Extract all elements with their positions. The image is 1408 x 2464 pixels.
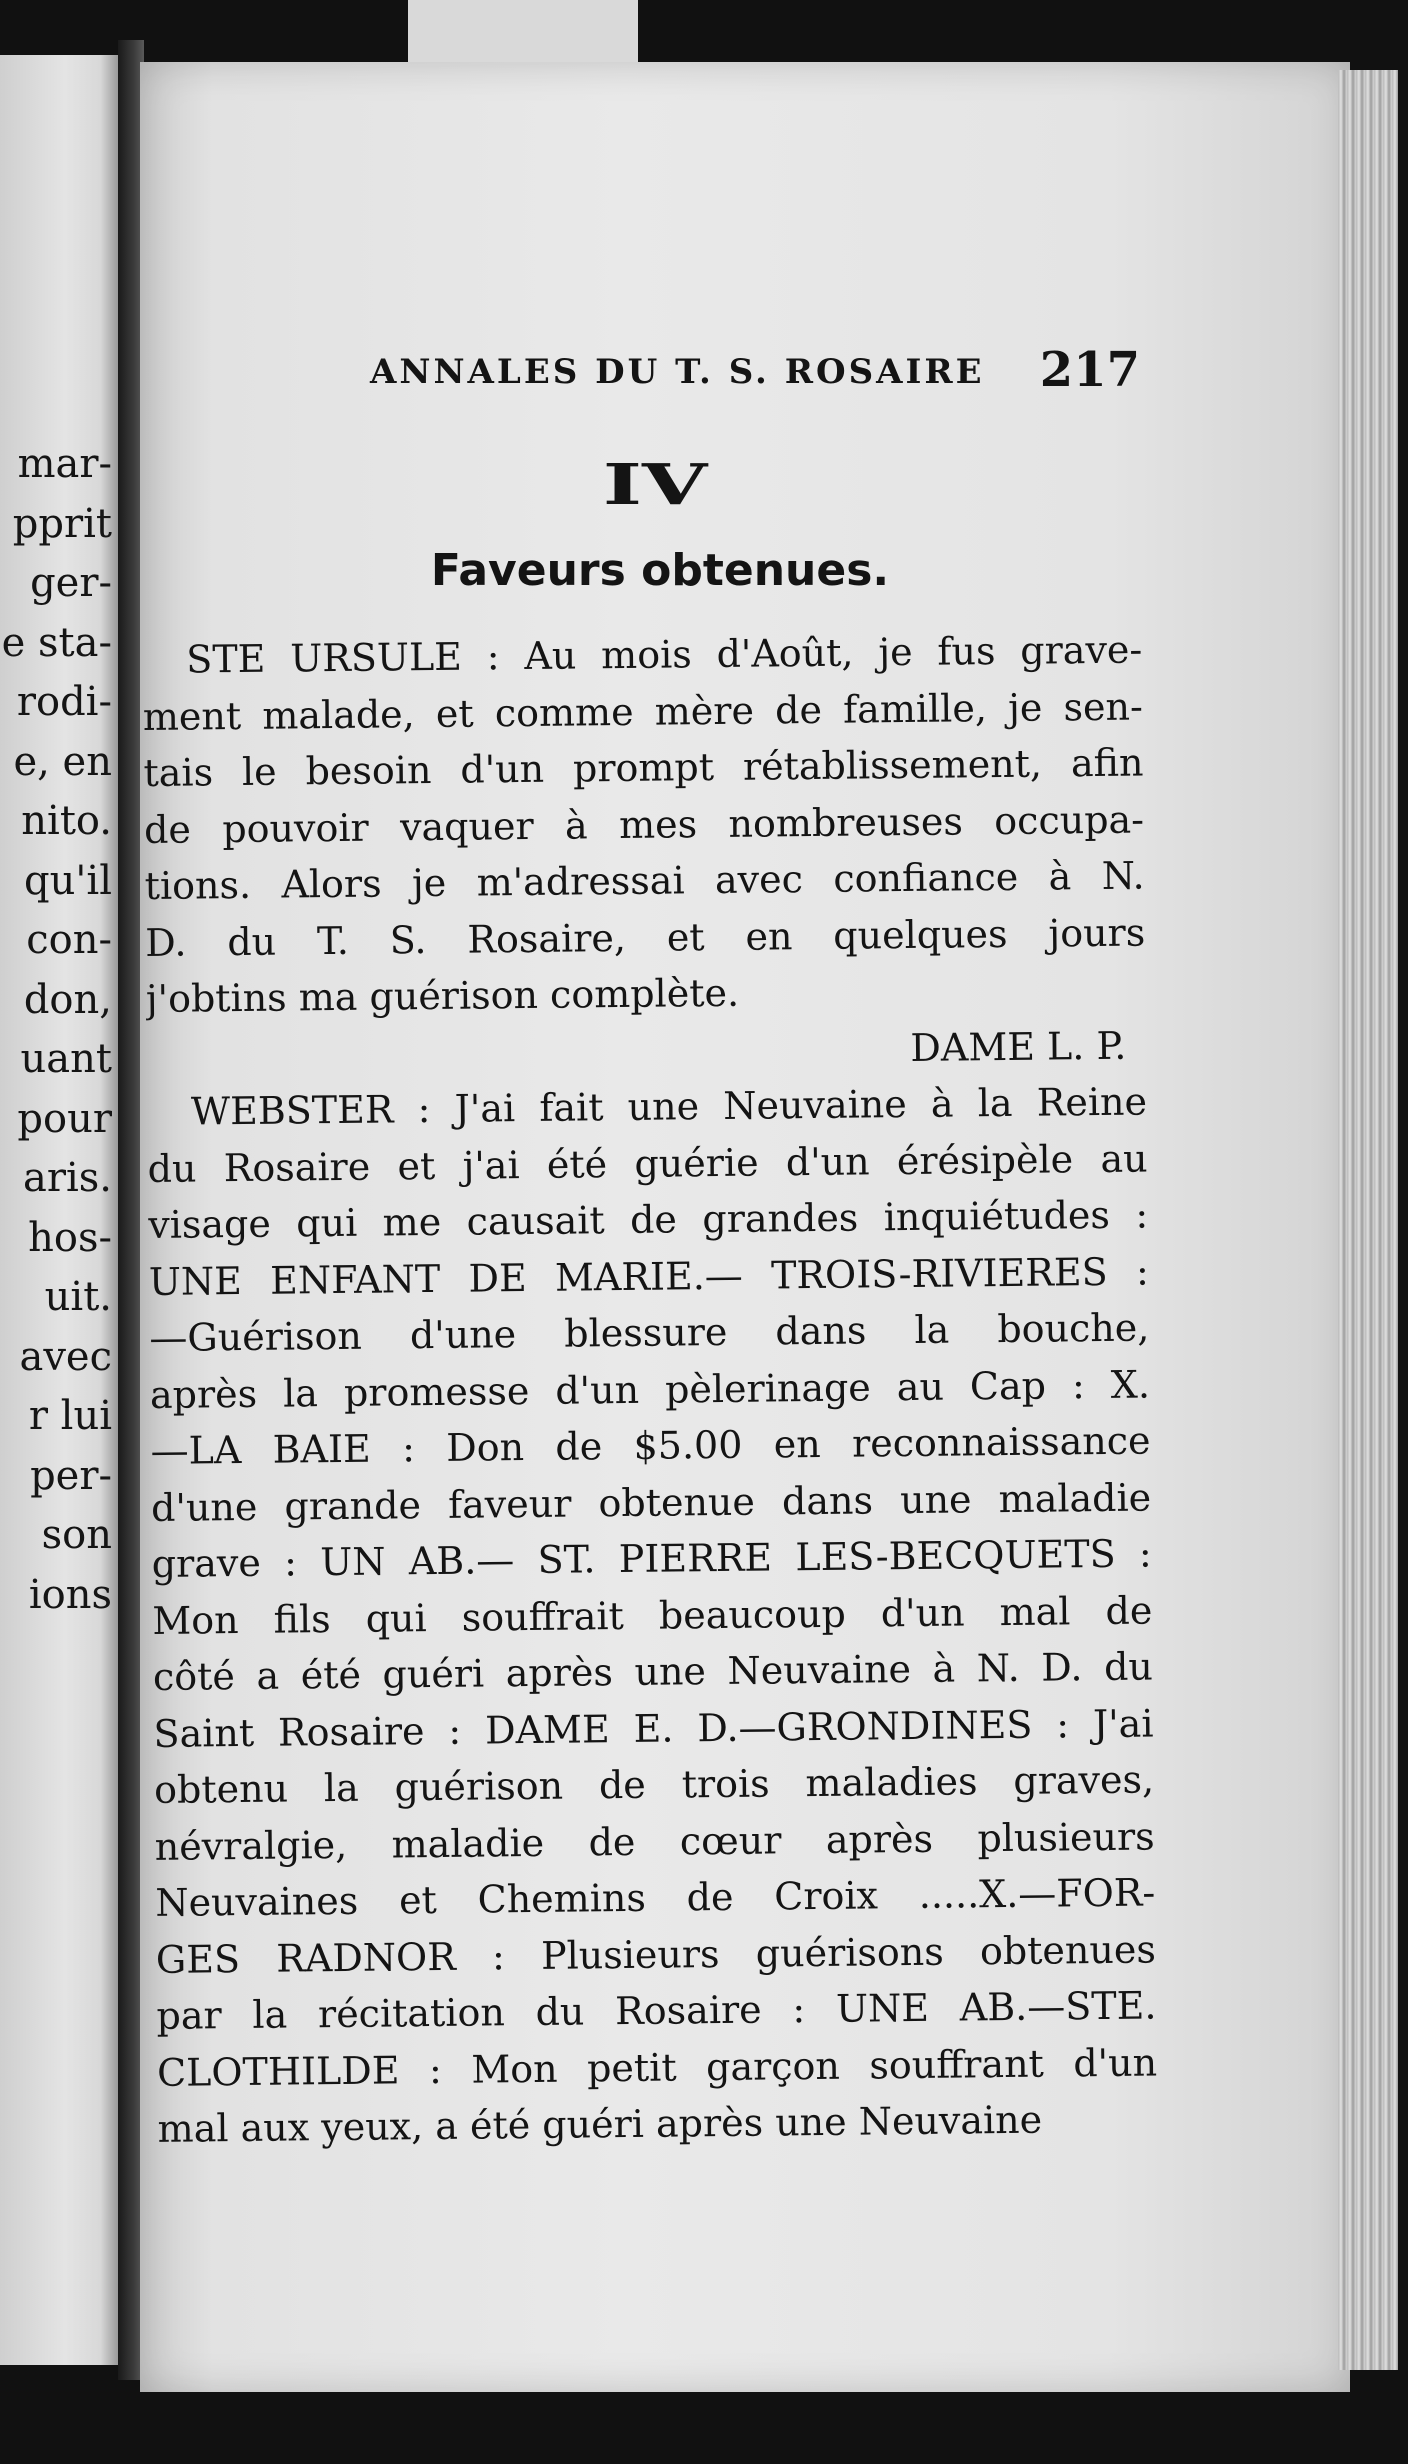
left-page-fragments [2, 435, 112, 1625]
left-page-sliver [0, 55, 118, 2365]
left-fragment: e, en [13, 738, 112, 785]
text-line: d'une grande faveur obtenue dans une maladie [150, 1474, 1152, 1530]
left-fragment: don, [23, 976, 112, 1023]
body-text [142, 622, 1158, 2158]
running-title: ANNALES DU T. S. ROSAIRE [370, 352, 985, 392]
text-line: Saint Rosaire : DAME E. D.—GRONDINES : J'ai [153, 1700, 1154, 1756]
left-fragment: son [41, 1512, 112, 1558]
text-line: par la récitation du Rosaire : UNE AB.—STE. [156, 1983, 1157, 2038]
text-line: mal aux yeux, a été guéri après une Neuvaine [157, 2097, 1043, 2151]
page-edges [1338, 70, 1398, 2370]
left-fragment: hos- [28, 1214, 112, 1261]
section-title: Faveurs obtenues. [430, 545, 890, 596]
left-fragment: nito. [21, 798, 112, 844]
left-fragment: r lui [28, 1393, 112, 1439]
left-fragment: e sta- [1, 619, 112, 666]
left-fragment: ger- [30, 560, 112, 606]
text-line: UNE ENFANT DE MARIE.— TROIS-RIVIERES : [148, 1248, 1149, 1304]
text-line: visage qui me causait de grandes inquiétudes : [147, 1192, 1149, 1247]
left-fragment: rodi- [16, 679, 112, 725]
text-line: —LA BAIE : Don de $5.00 en reconnaissance [150, 1418, 1151, 1473]
text-line: CLOTHILDE : Mon petit garçon souffrant d'un [156, 2039, 1158, 2095]
paper-tab [408, 0, 638, 62]
left-fragment: qu'il [24, 857, 112, 904]
signature-line: DAME L. P. [910, 1023, 1127, 1070]
text-line: obtenu la guérison de trois maladies graves, [153, 1757, 1155, 1812]
left-fragment: aris. [22, 1155, 112, 1201]
left-fragment: pprit [12, 500, 112, 547]
text-line: tais le besoin d'un prompt rétablissement, afin [143, 740, 1144, 795]
text-line: j'obtins ma guérison complète. [145, 970, 740, 1021]
text-line: côté a été guéri après une Neuvaine à N. D. du [152, 1644, 1154, 1699]
left-fragment: uit. [44, 1274, 112, 1320]
left-fragment: avec [19, 1333, 112, 1380]
text-line: du Rosaire et j'ai été guérie d'un érésipèle au [147, 1136, 1148, 1191]
left-fragment: mar- [17, 441, 112, 487]
text-line: D. du T. S. Rosaire, et en quelques jours [145, 910, 1146, 965]
page-number: 217 [1039, 342, 1140, 398]
text-line: de pouvoir vaquer à mes nombreuses occupa- [143, 797, 1145, 852]
text-line: grave : UN AB.— ST. PIERRE LES-BECQUETS : [151, 1531, 1152, 1586]
left-fragment: con- [26, 917, 112, 963]
running-header [230, 342, 1160, 402]
text-line: —Guérison d'une blessure dans la bouche, [149, 1305, 1150, 1360]
left-fragment: per- [30, 1452, 112, 1499]
left-fragment: pour [17, 1095, 112, 1142]
text-line: Neuvaines et Chemins de Croix .....X.—FOR- [155, 1870, 1156, 1925]
text-line: WEBSTER : J'ai fait une Neuvaine à la Reine [190, 1079, 1148, 1134]
text-line: névralgie, maladie de cœur après plusieurs [154, 1813, 1155, 1869]
text-line: tions. Alors je m'adressai avec confiance à N. [144, 853, 1145, 908]
text-line: ment malade, et comme mère de famille, je sen- [142, 684, 1144, 739]
left-fragment: uant [20, 1036, 112, 1082]
section-numeral: IV [602, 452, 708, 518]
text-line: GES RADNOR : Plusieurs guérisons obtenues [155, 1926, 1157, 1982]
text-line: Mon fils qui souffrait beaucoup d'un mal de [152, 1587, 1153, 1643]
text-line: après la promesse d'un pèlerinage au Cap : X. [149, 1361, 1151, 1417]
text-line: STE URSULE : Au mois d'Août, je fus grave- [186, 627, 1143, 682]
left-fragment: ions [28, 1571, 112, 1618]
